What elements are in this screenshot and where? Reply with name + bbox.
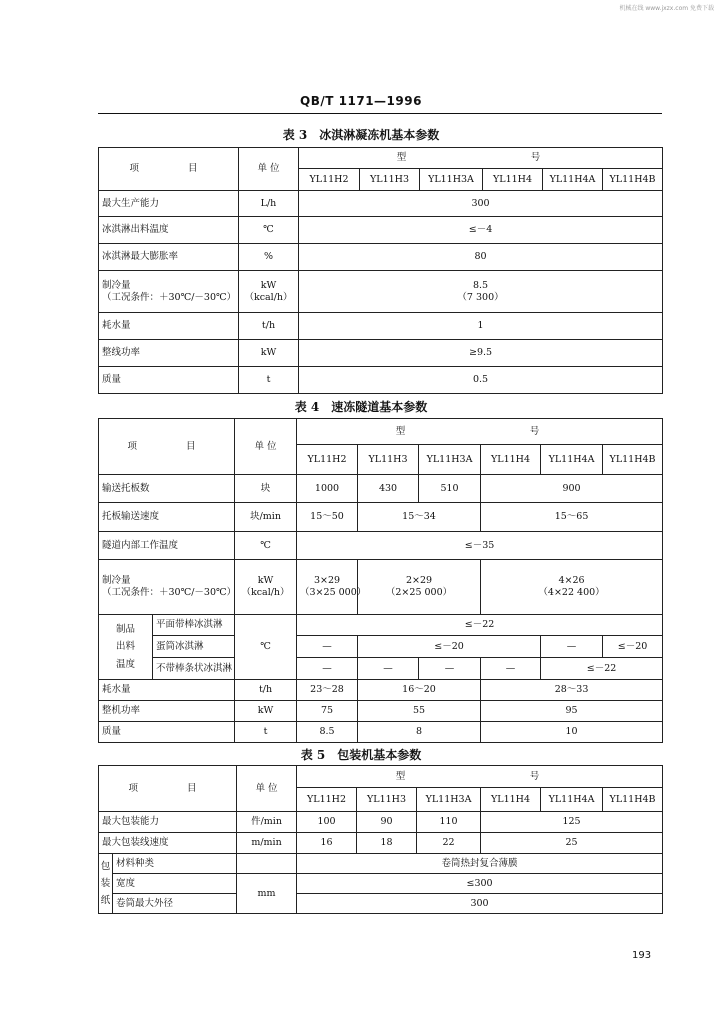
row-value: 510 <box>419 475 481 503</box>
row-value: 卷筒热封复合薄膜 <box>297 854 663 874</box>
row-value-line: 8.5 <box>472 279 489 291</box>
group-label-line: 温度 <box>115 658 135 670</box>
header-item: 项 目 <box>99 148 239 191</box>
row-unit: L/h <box>239 191 299 217</box>
row-unit: ℃ <box>239 217 299 244</box>
row-value: ≤－22 <box>541 658 663 680</box>
row-value: ≤－20 <box>603 636 663 658</box>
row-unit: t <box>235 722 297 743</box>
row-unit: 块 <box>235 475 297 503</box>
row-value-line: （4×22 400） <box>538 587 605 598</box>
model-header: YL11H3 <box>358 445 419 475</box>
table-row <box>99 658 663 680</box>
row-value: 75 <box>297 701 358 722</box>
row-unit-line: kW <box>257 575 274 587</box>
row-value: 55 <box>358 701 481 722</box>
row-unit: kW <box>239 340 299 367</box>
table-row <box>99 701 663 722</box>
header-item: 项 目 <box>99 766 237 812</box>
table-row <box>99 217 663 244</box>
table-row <box>99 191 663 217</box>
header-rule <box>98 113 662 114</box>
header-model: 型 号 <box>297 766 663 788</box>
row-value: 90 <box>357 812 417 833</box>
row-unit: m/min <box>237 833 297 854</box>
header-unit: 单 位 <box>235 419 297 475</box>
row-value: 900 <box>481 475 663 503</box>
table-row <box>99 874 663 894</box>
table-row <box>99 532 663 560</box>
group-label-line: 制品 <box>115 624 135 636</box>
table-5-caption: 表 5 包装机基本参数 <box>300 748 422 762</box>
model-header: YL11H4 <box>483 169 543 191</box>
table-row <box>99 271 663 313</box>
table-4-caption: 表 4 速冻隧道基本参数 <box>294 400 428 414</box>
table-row <box>99 812 663 833</box>
row-value: 300 <box>297 894 663 914</box>
row-label: 蛋筒冰淇淋 <box>153 636 235 658</box>
row-value: 16～20 <box>358 680 481 701</box>
model-header: YL11H4A <box>541 788 603 812</box>
row-label: 耗水量 <box>99 680 235 701</box>
group-label-line: 包 <box>100 860 111 872</box>
table-row <box>99 503 663 532</box>
row-label-condition: （工况条件：＋30℃/－30℃） <box>102 291 237 303</box>
row-value-line: 3×29 <box>313 575 341 587</box>
row-label: 最大生产能力 <box>99 191 239 217</box>
row-label-line: 制冷量 <box>102 575 131 587</box>
row-value: 15～34 <box>358 503 481 532</box>
row-value: 0.5 <box>299 367 663 394</box>
row-value: 1 <box>299 313 663 340</box>
standard-header: QB/T 1171—1996 <box>300 94 422 108</box>
row-unit: ℃ <box>235 532 297 560</box>
model-header: YL11H3 <box>360 169 420 191</box>
table-row <box>99 854 663 874</box>
row-value: 430 <box>358 475 419 503</box>
row-unit: t <box>239 367 299 394</box>
row-unit-line: （kcal/h） <box>244 291 293 303</box>
row-unit: 件/min <box>237 812 297 833</box>
row-unit: mm <box>237 874 297 914</box>
row-value <box>358 560 481 615</box>
row-label: 最大包装线速度 <box>99 833 237 854</box>
row-value: 15～65 <box>481 503 663 532</box>
row-value: 10 <box>481 722 663 743</box>
row-value <box>299 271 663 313</box>
row-unit-line: kW <box>260 279 277 291</box>
row-value: 16 <box>297 833 357 854</box>
row-label: 平面带棒冰淇淋 <box>153 615 235 636</box>
row-label: 材料种类 <box>113 854 237 874</box>
row-value-line: （3×25 000） <box>300 587 367 598</box>
row-label <box>99 271 239 313</box>
header-model: 型 号 <box>299 148 663 169</box>
row-value: ≤－20 <box>358 636 541 658</box>
table-5 <box>98 765 663 914</box>
table-row <box>99 615 663 636</box>
row-value: 8.5 <box>297 722 358 743</box>
page-number: 193 <box>632 950 652 961</box>
header-unit: 单 位 <box>239 148 299 191</box>
model-header: YL11H4B <box>603 788 663 812</box>
row-label: 最大包装能力 <box>99 812 237 833</box>
model-header: YL11H4A <box>543 169 603 191</box>
model-header: YL11H3 <box>357 788 417 812</box>
row-value: 125 <box>481 812 663 833</box>
row-value-dash: — <box>297 636 358 658</box>
model-header: YL11H2 <box>297 788 357 812</box>
row-value: 80 <box>299 244 663 271</box>
row-label: 质量 <box>99 367 239 394</box>
model-header: YL11H2 <box>299 169 360 191</box>
row-value-dash: — <box>297 658 358 680</box>
row-unit: 块/min <box>235 503 297 532</box>
row-value: ≤－22 <box>297 615 663 636</box>
row-value <box>481 560 663 615</box>
row-value: 22 <box>417 833 481 854</box>
row-value: 28～33 <box>481 680 663 701</box>
model-header: YL11H4B <box>603 445 663 475</box>
row-value: 23～28 <box>297 680 358 701</box>
row-value: ≤－4 <box>299 217 663 244</box>
row-label: 冰淇淋出料温度 <box>99 217 239 244</box>
model-header: YL11H4 <box>481 788 541 812</box>
table-row <box>99 833 663 854</box>
row-unit-line: （kcal/h） <box>241 587 290 598</box>
row-unit: kW <box>235 701 297 722</box>
row-unit <box>239 271 299 313</box>
watermark: 机械在线 www.jxzx.com 免费下载 <box>619 5 714 12</box>
model-header: YL11H3A <box>419 445 481 475</box>
row-unit: % <box>239 244 299 271</box>
row-label: 输送托板数 <box>99 475 235 503</box>
row-group-label <box>99 615 153 680</box>
row-unit <box>235 560 297 615</box>
row-unit: t/h <box>239 313 299 340</box>
row-unit <box>237 854 297 874</box>
row-unit: ℃ <box>235 615 297 680</box>
row-value: ≥9.5 <box>299 340 663 367</box>
row-value-dash: — <box>419 658 481 680</box>
model-header: YL11H3A <box>420 169 483 191</box>
table-row <box>99 313 663 340</box>
table-row <box>99 244 663 271</box>
group-label-line: 装 <box>100 877 111 889</box>
model-header: YL11H4A <box>541 445 603 475</box>
group-label-line: 纸 <box>100 895 111 907</box>
row-label: 整机功率 <box>99 701 235 722</box>
header-model: 型 号 <box>297 419 663 445</box>
row-label-line: 制冷量 <box>102 279 131 291</box>
model-header: YL11H4 <box>481 445 541 475</box>
row-label: 整线功率 <box>99 340 239 367</box>
row-group-label <box>99 854 113 914</box>
row-label: 隧道内部工作温度 <box>99 532 235 560</box>
row-value <box>297 560 367 615</box>
row-value: ≤300 <box>297 874 663 894</box>
model-header: YL11H3A <box>417 788 481 812</box>
row-label: 冰淇淋最大膨胀率 <box>99 244 239 271</box>
row-label: 托板输送速度 <box>99 503 235 532</box>
row-value: 300 <box>299 191 663 217</box>
row-value-line: 2×29 <box>405 575 433 587</box>
row-label: 卷筒最大外径 <box>113 894 237 914</box>
row-value: 100 <box>297 812 357 833</box>
table-row <box>99 722 663 743</box>
row-label: 不带棒条状冰淇淋 <box>153 658 235 680</box>
header-item: 项 目 <box>99 419 235 475</box>
row-label: 质量 <box>99 722 235 743</box>
row-value-dash: — <box>358 658 419 680</box>
row-label: 宽度 <box>113 874 237 894</box>
row-unit: t/h <box>235 680 297 701</box>
row-value-dash: — <box>541 636 603 658</box>
table-3 <box>98 147 663 394</box>
row-value-line: （7 300） <box>457 291 504 303</box>
row-value: 95 <box>481 701 663 722</box>
table-row <box>99 560 663 615</box>
table-3-caption: 表 3 冰淇淋凝冻机基本参数 <box>282 128 440 142</box>
header-unit: 单 位 <box>237 766 297 812</box>
table-row <box>99 367 663 394</box>
row-value-line: 4×26 <box>558 575 585 587</box>
row-label-condition: （工况条件：＋30℃/－30℃） <box>102 587 237 598</box>
row-value-line: （2×25 000） <box>385 587 453 598</box>
row-value: 1000 <box>297 475 358 503</box>
row-label <box>99 560 235 615</box>
row-value: 110 <box>417 812 481 833</box>
group-label-line: 出料 <box>115 641 135 653</box>
row-value: ≤－35 <box>297 532 663 560</box>
model-header: YL11H2 <box>297 445 358 475</box>
model-header: YL11H4B <box>603 169 663 191</box>
row-value: 25 <box>481 833 663 854</box>
row-value: 18 <box>357 833 417 854</box>
row-value: 8 <box>358 722 481 743</box>
table-4 <box>98 418 663 743</box>
row-label: 耗水量 <box>99 313 239 340</box>
table-row <box>99 340 663 367</box>
row-value-dash: — <box>481 658 541 680</box>
row-value: 15～50 <box>297 503 358 532</box>
table-row <box>99 680 663 701</box>
table-row <box>99 894 663 914</box>
table-row <box>99 475 663 503</box>
table-row <box>99 636 663 658</box>
